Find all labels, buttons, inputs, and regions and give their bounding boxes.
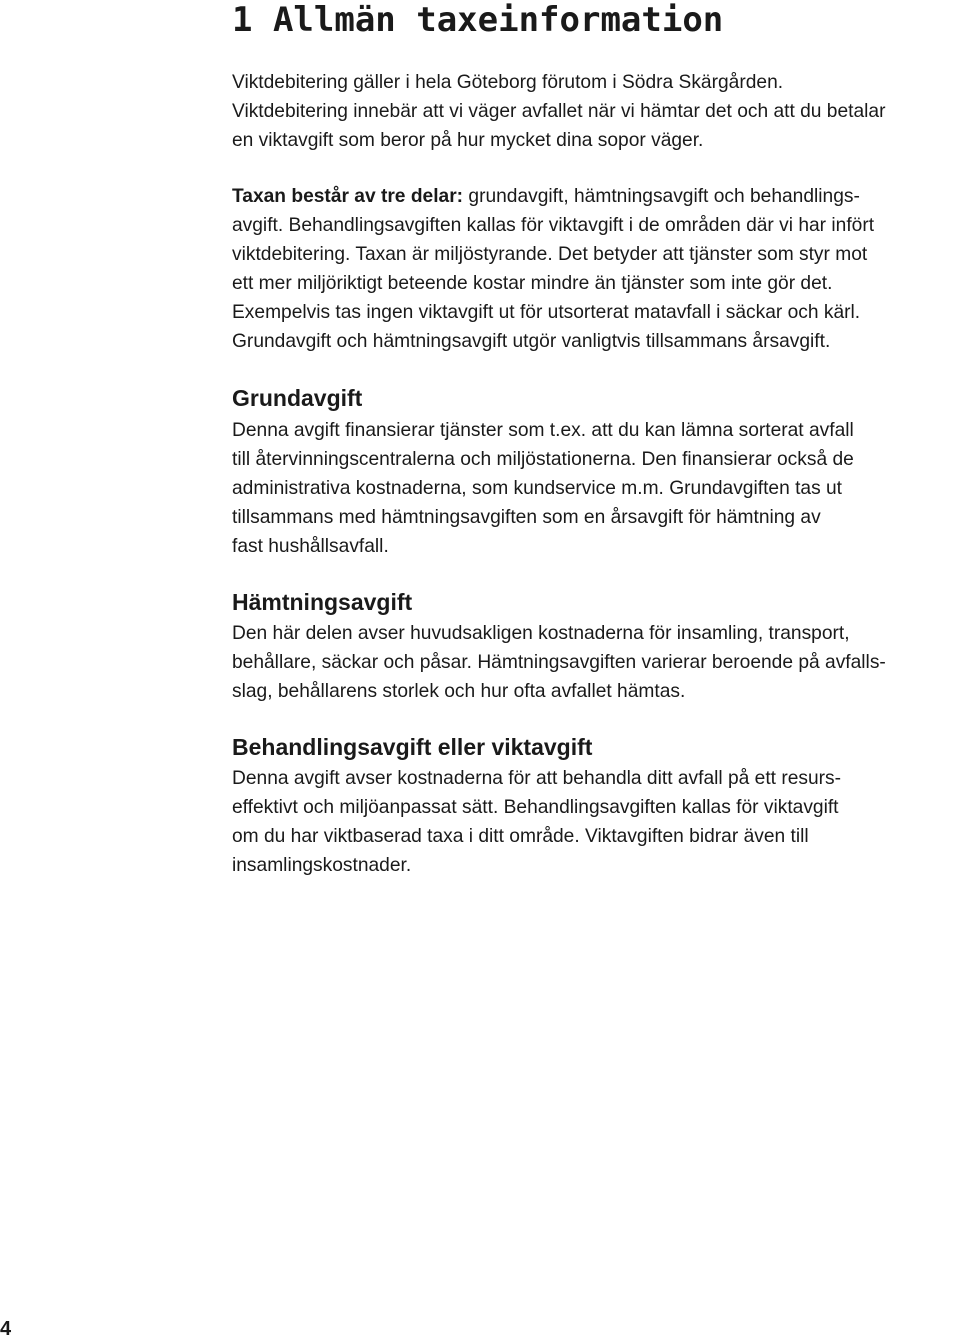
- section-line: behållare, säckar och påsar. Hämtningsavgiften varierar beroende på avfalls-: [232, 652, 886, 673]
- taxa-lead-bold: Taxan består av tre delar:: [232, 186, 464, 207]
- section-heading-behandlingsavgift: Behandlingsavgift eller viktavgift: [232, 734, 593, 760]
- page-title: 1 Allmän taxeinformation: [232, 0, 724, 40]
- taxa-line: viktdebitering. Taxan är miljöstyrande. Det betyder att tjänster som styr mot: [232, 244, 868, 265]
- section-line: insamlingskostnader.: [232, 855, 412, 876]
- section-line: Den här delen avser huvudsakligen kostnaderna för insamling, transport,: [232, 623, 850, 644]
- section-body-behandlingsavgift: [232, 764, 948, 880]
- taxa-lead-rest: grundavgift, hämtningsavgift och behandlings-: [463, 186, 860, 207]
- intro-line: Viktdebitering gäller i hela Göteborg förutom i Södra Skärgården.: [232, 72, 784, 93]
- section-line: till återvinningscentralerna och miljöstationerna. Den finansierar också de: [232, 449, 854, 470]
- taxa-lead-line: [232, 182, 948, 211]
- intro-line: Viktdebitering innebär att vi väger avfallet när vi hämtar det och att du betalar: [232, 101, 886, 122]
- section-line: om du har viktbaserad taxa i ditt område. Viktavgiften bidrar även till: [232, 826, 809, 847]
- taxa-paragraph: [232, 182, 948, 356]
- section-line: effektivt och miljöanpassat sätt. Behandlingsavgiften kallas för viktavgift: [232, 797, 839, 818]
- intro-paragraph: [232, 68, 948, 155]
- section-line: Denna avgift avser kostnaderna för att behandla ditt avfall på ett resurs-: [232, 768, 842, 789]
- taxa-line: Grundavgift och hämtningsavgift utgör vanligtvis tillsammans årsavgift.: [232, 331, 831, 352]
- page-number: 4: [0, 1318, 12, 1340]
- taxa-line: ett mer miljöriktigt beteende kostar mindre än tjänster som inte gör det.: [232, 273, 833, 294]
- taxa-line: Exempelvis tas ingen viktavgift ut för utsorterat matavfall i säckar och kärl.: [232, 302, 861, 323]
- taxa-line: avgift. Behandlingsavgiften kallas för viktavgift i de områden där vi har infört: [232, 215, 875, 236]
- section-heading-grundavgift: Grundavgift: [232, 385, 363, 411]
- section-line: slag, behållarens storlek och hur ofta avfallet hämtas.: [232, 681, 686, 702]
- section-line: administrativa kostnaderna, som kundservice m.m. Grundavgiften tas ut: [232, 478, 843, 499]
- section-line: tillsammans med hämtningsavgiften som en årsavgift för hämtning av: [232, 507, 821, 528]
- section-body-grundavgift: [232, 416, 948, 561]
- section-heading-hamtningsavgift: Hämtningsavgift: [232, 589, 413, 615]
- intro-line: en viktavgift som beror på hur mycket dina sopor väger.: [232, 130, 704, 151]
- section-line: fast hushållsavfall.: [232, 536, 389, 557]
- section-body-hamtningsavgift: [232, 619, 948, 706]
- section-line: Denna avgift finansierar tjänster som t.ex. att du kan lämna sorterat avfall: [232, 420, 854, 441]
